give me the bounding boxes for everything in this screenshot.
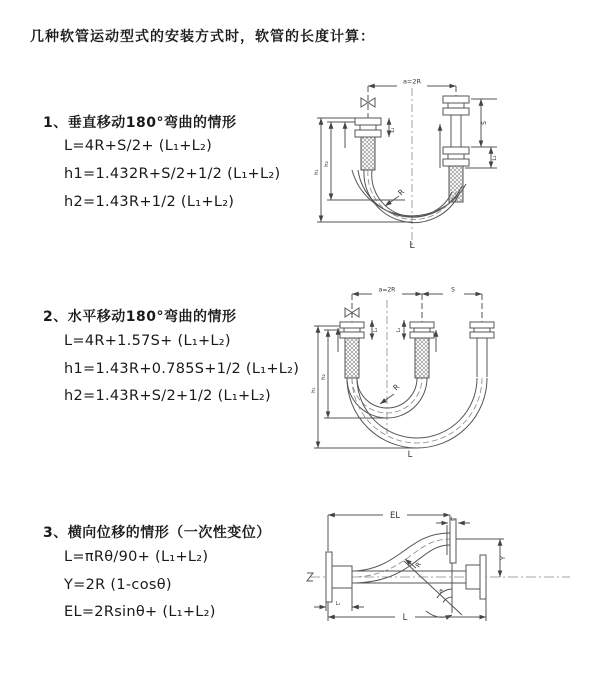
section-1-heading: 1、垂直移动180°弯曲的情形 xyxy=(43,115,237,131)
dim-label-y: Y xyxy=(499,556,507,560)
hose-upper-wall xyxy=(356,533,450,571)
right-fitting xyxy=(470,322,494,338)
dim-label-h2: h₂ xyxy=(321,374,327,380)
section-3-formula-Y: Y=2R (1-cosθ) xyxy=(64,577,172,593)
section-2-heading: 2、水平移动180°弯曲的情形 xyxy=(43,309,237,325)
section-3-formula-EL: EL=2Rsinθ+ (L₁+L₂) xyxy=(64,604,216,620)
dim-label-l1-top: L₁ xyxy=(450,516,456,523)
dim-label-l1-left: L₁ xyxy=(335,601,341,607)
theta-slant-line xyxy=(404,561,462,615)
dim-label-l2: L₂ xyxy=(396,327,402,333)
left-fitting xyxy=(355,118,381,137)
right-fitting-lower xyxy=(443,147,469,166)
right-flange-lower xyxy=(466,555,486,599)
section-1-formula-h1: h1=1.432R+S/2+1/2 (L₁+L₂) xyxy=(64,166,281,182)
dim-label-el: EL xyxy=(389,511,401,521)
dim-label-h1: h₁ xyxy=(311,387,317,393)
braided-hose-left xyxy=(345,338,359,378)
dim-label-l1: L₁ xyxy=(390,127,396,133)
theta-label: θ xyxy=(439,589,443,595)
dim-label-s: S xyxy=(451,286,455,294)
hose2-inner-wall xyxy=(357,378,477,438)
section-3-heading: 3、横向位移的情形（一次性变位） xyxy=(43,525,271,541)
dim-label-a2r: a=2R xyxy=(402,77,422,86)
length-label: L xyxy=(402,613,408,623)
length-label: L xyxy=(407,450,413,460)
middle-fitting xyxy=(410,322,434,338)
diagram-lateral-displacement xyxy=(300,505,600,660)
dim-label-a2r: a=2R xyxy=(378,286,396,294)
dim-label-h1: h₁ xyxy=(314,169,320,175)
right-fitting-upper xyxy=(443,96,469,115)
length-label: L xyxy=(409,240,415,251)
section-1-formula-L: L=4R+S/2+ (L₁+L₂) xyxy=(64,138,213,154)
section-3-formula-L: L=πRθ/90+ (L₁+L₂) xyxy=(64,549,209,565)
section-2-formula-h1: h1=1.43R+0.785S+1/2 (L₁+L₂) xyxy=(64,361,300,377)
section-2-formula-L: L=4R+1.57S+ (L₁+L₂) xyxy=(64,333,231,349)
diagram-horizontal-180-bend xyxy=(310,282,595,462)
braided-hose-middle xyxy=(415,338,429,378)
left-flange xyxy=(326,552,352,602)
right-flange-upper xyxy=(450,516,456,563)
section-1-formula-h2: h2=1.43R+1/2 (L₁+L₂) xyxy=(64,194,235,210)
page-title: 几种软管运动型式的安装方式时，软管的长度计算： xyxy=(30,29,375,45)
braided-hose-left xyxy=(361,137,375,170)
dim-label-s: S xyxy=(481,121,488,125)
radius-label: R xyxy=(413,560,423,570)
dim-label-l2: L₂ xyxy=(492,155,498,161)
left-fitting xyxy=(340,322,364,338)
dim-label-h2: h₂ xyxy=(324,161,330,167)
section-2-formula-h2: h2=1.43R+S/2+1/2 (L₁+L₂) xyxy=(64,388,271,404)
diagram-vertical-180-bend xyxy=(313,72,588,257)
radius-label: R xyxy=(396,187,407,198)
dim-label-l1: L₁ xyxy=(373,327,379,333)
radius-label: R xyxy=(391,382,402,393)
